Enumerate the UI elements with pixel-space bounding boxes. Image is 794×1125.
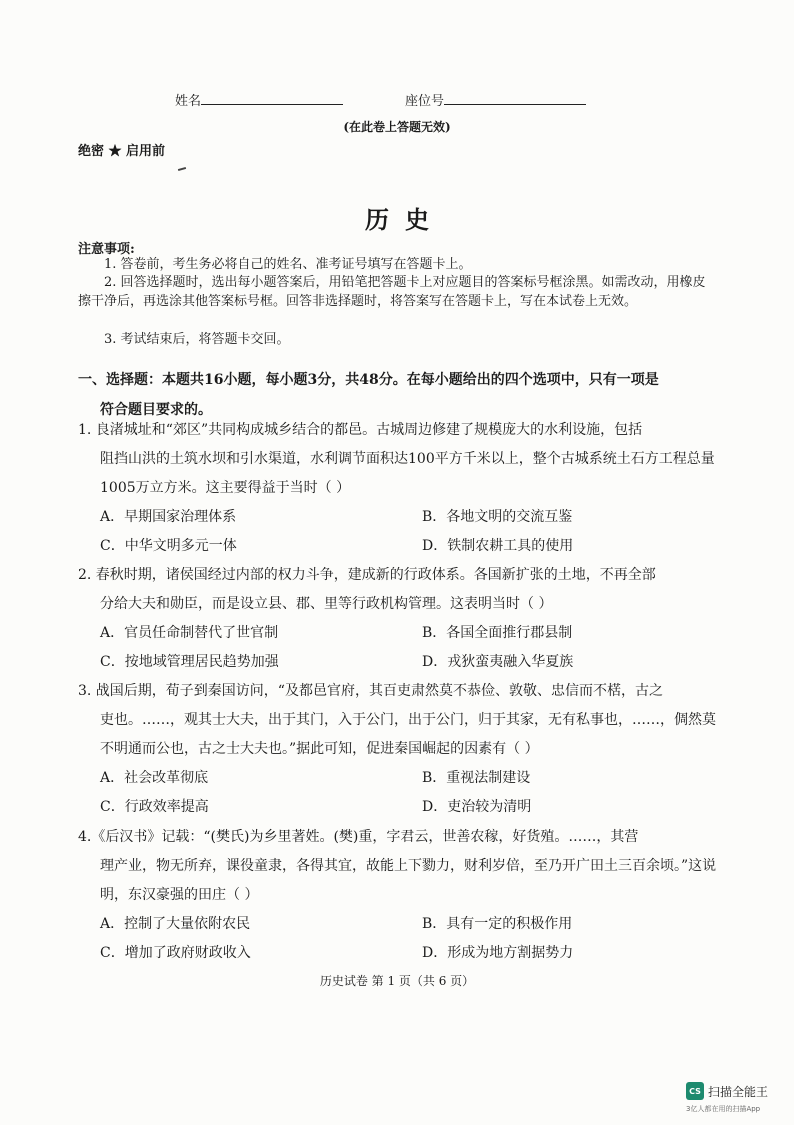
question-stem-rest: 理产业，物无所弃，课役童隶，各得其宜，故能上下勠力，财利岁倍，至乃开广田土三百余顷。”这说明，东汉豪强的田庄（ ） — [100, 858, 717, 903]
question-2 — [78, 561, 718, 677]
question-stem — [78, 416, 718, 503]
scanner-watermark — [686, 1082, 768, 1100]
option-c: C．行政效率提高 — [100, 799, 209, 815]
options — [78, 619, 718, 677]
option-c: C．中华文明多元一体 — [100, 538, 237, 554]
option-a: A．官员任命制替代了世官制 — [100, 625, 279, 641]
question-3 — [78, 677, 718, 822]
section-line-1: 一、选择题：本题共16小题，每小题3分，共48分。在每小题给出的四个选项中，只有一项是 — [78, 372, 659, 388]
option-d: D．戎狄蛮夷融入华夏族 — [422, 654, 574, 670]
option-a: A．社会改革彻底 — [100, 770, 209, 786]
seat-blank — [444, 90, 586, 105]
name-blank — [201, 90, 343, 105]
seat-label: 座位号 — [405, 94, 445, 109]
question-stem-first: 4.《后汉书》记载：“(樊氏)为乡里著姓。(樊)重，字君云，世善农稼，好货殖。……，其营 — [78, 829, 639, 845]
question-stem — [78, 677, 718, 764]
option-c: C．增加了政府财政收入 — [100, 945, 251, 961]
page-footer: 历史试卷 第 1 页（共 6 页） — [319, 974, 475, 988]
option-b: B．具有一定的积极作用 — [422, 916, 573, 932]
page-title: 历史 — [365, 205, 445, 234]
question-1 — [78, 416, 718, 561]
option-b: B．重视法制建设 — [422, 770, 531, 786]
question-4 — [78, 823, 718, 968]
invalid-note: (在此卷上答题无效) — [343, 120, 451, 134]
options — [78, 910, 718, 968]
option-b: B．各国全面推行郡县制 — [422, 625, 573, 641]
notice-item-2: 2. 回答选择题时，选出每小题答案后，用铅笔把答题卡上对应题目的答案标号框涂黑。如需改动，用橡皮擦干净后，再选涂其他答案标号框。回答非选择题时，将答案写在答题卡上，写在本试卷上无效。 — [78, 275, 706, 309]
options — [78, 764, 718, 822]
option-d: D．形成为地方割据势力 — [422, 945, 574, 961]
name-label: 姓名 — [175, 94, 202, 109]
secret-label: 绝密 ★ 启用前 — [78, 144, 166, 159]
question-stem-first: 1. 良渚城址和“郊区”共同构成城乡结合的都邑。古城周边修建了规模庞大的水利设施，包括 — [78, 422, 643, 438]
question-stem — [78, 823, 718, 910]
option-b: B．各地文明的交流互鉴 — [422, 509, 573, 525]
option-a: A．早期国家治理体系 — [100, 509, 237, 525]
question-stem-first: 3. 战国后期，荀子到秦国访问，“及都邑官府，其百吏肃然莫不恭俭、敦敬、忠信而不楛，古之 — [78, 683, 663, 699]
options — [78, 503, 718, 561]
notice-item-1: 1. 答卷前，考生务必将自己的姓名、准考证号填写在答题卡上。 — [104, 257, 472, 272]
notice-heading: 注意事项: — [78, 242, 135, 257]
scanner-tagline: 3亿人都在用的扫描App — [686, 1105, 761, 1113]
header-fields — [175, 90, 586, 109]
option-d: D．铁制农耕工具的使用 — [422, 538, 574, 554]
pen-mark — [178, 167, 186, 171]
question-stem-rest: 阻挡山洪的土筑水坝和引水渠道，水利调节面积达100平方千米以上，整个古城系统土石方工程总量1005万立方米。这主要得益于当时（ ） — [100, 451, 715, 496]
question-stem-rest: 分给大夫和勋臣，而是设立县、郡、里等行政机构管理。这表明当时（ ） — [100, 596, 553, 612]
section-line-2: 符合题目要求的。 — [100, 402, 212, 418]
scanner-app-name: 扫描全能王 — [708, 1084, 769, 1099]
question-stem-first: 2. 春秋时期，诸侯国经过内部的权力斗争，建成新的行政体系。各国新扩张的土地，不再全部 — [78, 567, 656, 583]
question-stem — [78, 561, 718, 619]
option-c: C．按地域管理居民趋势加强 — [100, 654, 279, 670]
option-a: A．控制了大量依附农民 — [100, 916, 251, 932]
option-d: D．吏治较为清明 — [422, 799, 532, 815]
notice-item-3: 3. 考试结束后，将答题卡交回。 — [104, 332, 290, 347]
cs-logo-icon: CS — [686, 1082, 704, 1100]
question-stem-rest: 吏也。……，观其士大夫，出于其门，入于公门，出于公门，归于其家，无有私事也，……，倜然莫不明通而公也，古之士大夫也。”据此可知，促进秦国崛起的因素有（ ） — [100, 712, 716, 757]
